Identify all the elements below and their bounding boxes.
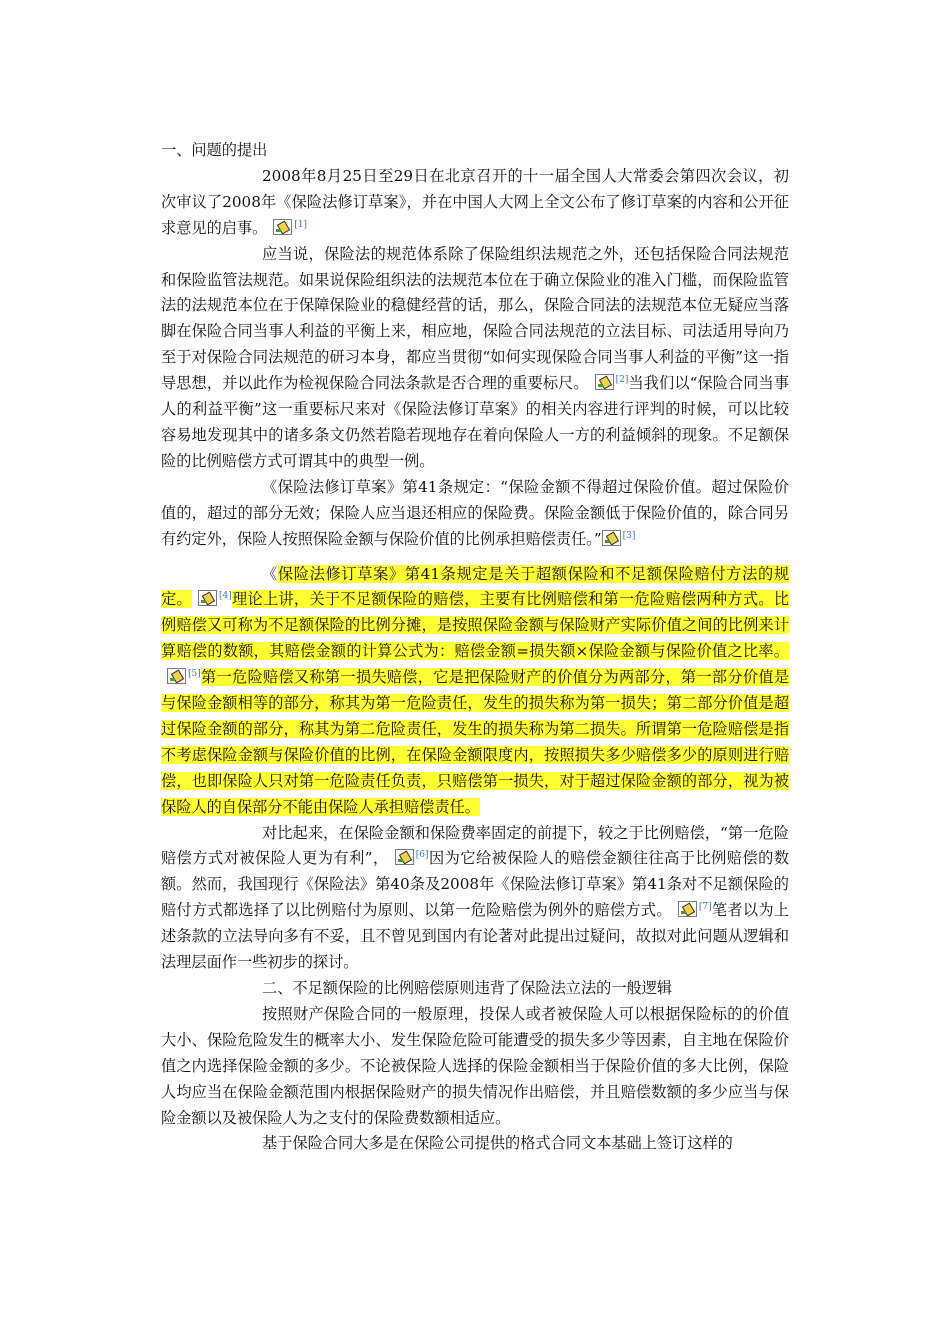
paragraph-3 <box>161 475 789 553</box>
footnote-icon[interactable] <box>167 668 186 684</box>
paragraph-3-text: 《保险法修订草案》第41条规定：“保险金额不得超过保险价值。超过保险价值的，超过的部分无效；保险人应当退还相应的保险费。保险金额低于保险价值的，除合同另有约定外，保险人按照保险金额与保险价值的比例承担赔偿责任。” <box>161 477 789 548</box>
section-heading-1: 一、问题的提出 <box>161 141 268 159</box>
highlight-text-c: 第一危险赔偿又称第一损失赔偿，它是把保险财产的价值分为两部分，第一部分价值是与保险金额相等的部分，称其为第一危险责任，发生的损失称为第一损失；第二部分价值是超过保险金额的部分，称其为第二危险责任，发生的损失称为第二损失。所谓第一危险赔偿是指不考虑保险金额与保险价值的比例，在保险金额限度内，按照损失多少赔偿多少的原则进行赔偿，也即保险人只对第一危险责任负责，只赔偿第一损失，对于超过保险金额的部分，视为被保险人的自保部分不能由保险人承担赔偿责任。 <box>161 668 789 816</box>
paragraph-1-text: 2008年8月25日至29日在北京召开的十一届全国人大常委会第四次会议，初次审议了2008年《保险法修订草案》，并在中国人大网上全文公布了修订草案的内容和公开征求意见的启事。 <box>161 166 789 237</box>
paragraph-4-highlighted <box>161 562 789 821</box>
footnote-ref-6[interactable]: [6] <box>415 850 429 861</box>
paragraph-4-lead: 《 <box>262 564 278 583</box>
footnote-icon[interactable] <box>273 219 292 235</box>
footnote-ref-7[interactable]: [7] <box>698 902 712 913</box>
footnote-ref-3[interactable]: [3] <box>622 530 636 541</box>
paragraph-2-text-a: 应当说，保险法的规范体系除了保险组织法规范之外，还包括保险合同法规范和保险监管法规范。如果说保险组织法的法规范本位在于确立保险业的准入门槛，而保险监管法的法规范本位在于保障保险业的稳健经营的话，那么，保险合同法的法规范本位无疑应当落脚在保险合同当事人利益的平衡上来，相应地，保险合同法规范的立法目标、司法适用导向乃至于对保险合同法规范的研习本身，都应当贯彻“如何实现保险合同当事人利益的平衡”这一指导思想，并以此作为检视保险合同法条款是否合理的重要标尺。 <box>161 244 789 393</box>
footnote-icon[interactable] <box>678 901 697 917</box>
highlight-text-b: 理论上讲，关于不足额保险的赔偿，主要有比例赔偿和第一危险赔偿两种方式。比例赔偿又可称为不足额保险的比例分摊，是按照保险金额与保险财产实际价值之间的比例来计算赔偿的数额，其赔偿金额的计算公式为：赔偿金额=损失额×保险金额与保险价值之比率。 <box>161 590 790 661</box>
paragraph-7: 基于保险合同大多是在保险公司提供的格式合同文本基础上签订这样的 <box>262 1134 733 1153</box>
footnote-ref-1[interactable]: [1] <box>294 219 308 230</box>
footnote-ref-5[interactable]: [5] <box>188 669 201 680</box>
paragraph-2 <box>161 242 789 475</box>
paragraph-5-text-a: 对比起来，在保险金额和保险费率固定的前提下，较之于比例赔偿，“第一危险赔偿方式对被保险人更为有利”， <box>161 823 789 868</box>
paragraph-1 <box>161 164 789 242</box>
highlight-text-a: 保险法修订草案》第41条规定是关于超额保险和不足额保险赔付方法的规定。 <box>161 564 790 609</box>
paragraph-6: 按照财产保险合同的一般原理，投保人或者被保险人可以根据保险标的的价值大小、保险危险发生的概率大小、发生保险危险可能遭受的损失多少等因素，自主地在保险价值之内选择保险金额的多少。不论被保险人选择的保险金额相当于保险价值的多大比例，保险人均应当在保险金额范围内根据保险财产的损失情况作出赔偿，并且赔偿数额的多少应当与保险金额以及被保险人为之支付的保险费数额相适应。 <box>161 1004 789 1127</box>
section-heading-2: 二、不足额保险的比例赔偿原则违背了保险法立法的一般逻辑 <box>262 979 673 997</box>
footnote-icon[interactable] <box>395 849 414 865</box>
footnote-icon[interactable] <box>595 374 614 390</box>
paragraph-5-text-b: 因为它给被保险人的赔偿金额往往高于比例赔偿的数额。然而，我国现行《保险法》第40条及2008年《保险法修订草案》第41条对不足额保险的赔付方式都选择了以比例赔付为原则、以第一危险赔偿为例外的赔偿方式。 <box>161 849 790 920</box>
footnote-icon[interactable] <box>602 530 621 546</box>
paragraph-2-text-b: 当我们以“保险合同当事人的利益平衡”这一重要标尺来对《保险法修订草案》的相关内容进行评判的时候，可以比较容易地发现其中的诸多条文仍然若隐若现地存在着向保险人一方的利益倾斜的现象。不足额保险的比例赔偿方式可谓其中的典型一例。 <box>161 374 790 470</box>
footnote-ref-2[interactable]: [2] <box>615 375 629 386</box>
document-body <box>161 138 789 1157</box>
paragraph-5 <box>161 821 789 976</box>
footnote-ref-4[interactable]: [4] <box>218 591 232 602</box>
paragraph-5-text-c: 笔者以为上述条款的立法导向多有不妥，且不曾见到国内有论著对此提出过疑问，故拟对此问题从逻辑和法理层面作一些初步的探讨。 <box>161 901 790 972</box>
footnote-icon[interactable] <box>198 590 217 606</box>
